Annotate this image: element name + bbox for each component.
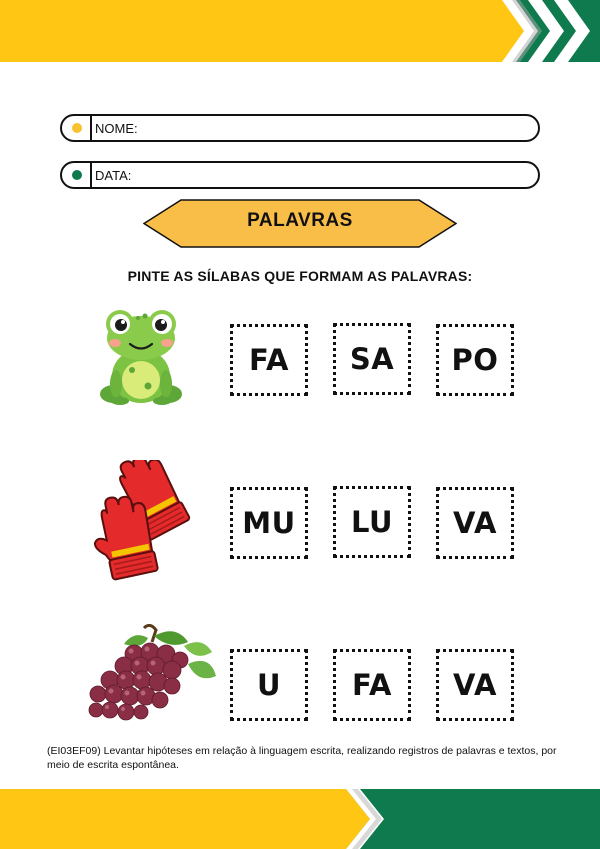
syllable-text: LU (351, 505, 393, 539)
syllable-text: FA (249, 343, 289, 377)
banner-title: PALAVRAS (247, 210, 353, 231)
syllable-text: U (256, 668, 282, 702)
syllable-box[interactable] (230, 487, 308, 559)
syllable-box[interactable] (436, 649, 514, 721)
name-label: NOME: (95, 121, 138, 136)
syllable-box[interactable] (436, 487, 514, 559)
footnote: (EI03EF09) Levantar hipóteses em relação à linguagem escrita, realizando registros de palavras e textos, por meio de escrita espontânea. (47, 745, 557, 771)
syllable-box[interactable] (333, 323, 411, 395)
field-divider (90, 116, 92, 140)
syllable-text: MU (242, 506, 296, 540)
field-divider (90, 163, 92, 187)
date-field[interactable] (60, 161, 540, 189)
syllable-text: SA (349, 342, 395, 376)
name-field[interactable] (60, 114, 540, 142)
syllable-box[interactable] (333, 649, 411, 721)
yellow-dot-icon (72, 123, 82, 133)
footer-band (0, 789, 600, 849)
green-dot-icon (72, 170, 82, 180)
syllable-box[interactable] (436, 324, 514, 396)
syllable-text: VA (453, 506, 497, 540)
syllable-text: VA (453, 668, 497, 702)
syllable-text: PO (451, 343, 499, 377)
syllable-box[interactable] (230, 649, 308, 721)
header-band (0, 0, 600, 62)
red-gloves-illustration (94, 460, 204, 587)
syllable-box[interactable] (333, 486, 411, 558)
grapes-illustration (84, 624, 218, 727)
date-label: DATA: (95, 168, 132, 183)
frog-illustration (98, 306, 184, 413)
syllable-text: FA (352, 668, 392, 702)
syllable-box[interactable] (230, 324, 308, 396)
instruction-text: PINTE AS SÍLABAS QUE FORMAM AS PALAVRAS: (127, 268, 473, 284)
title-banner (143, 199, 457, 248)
